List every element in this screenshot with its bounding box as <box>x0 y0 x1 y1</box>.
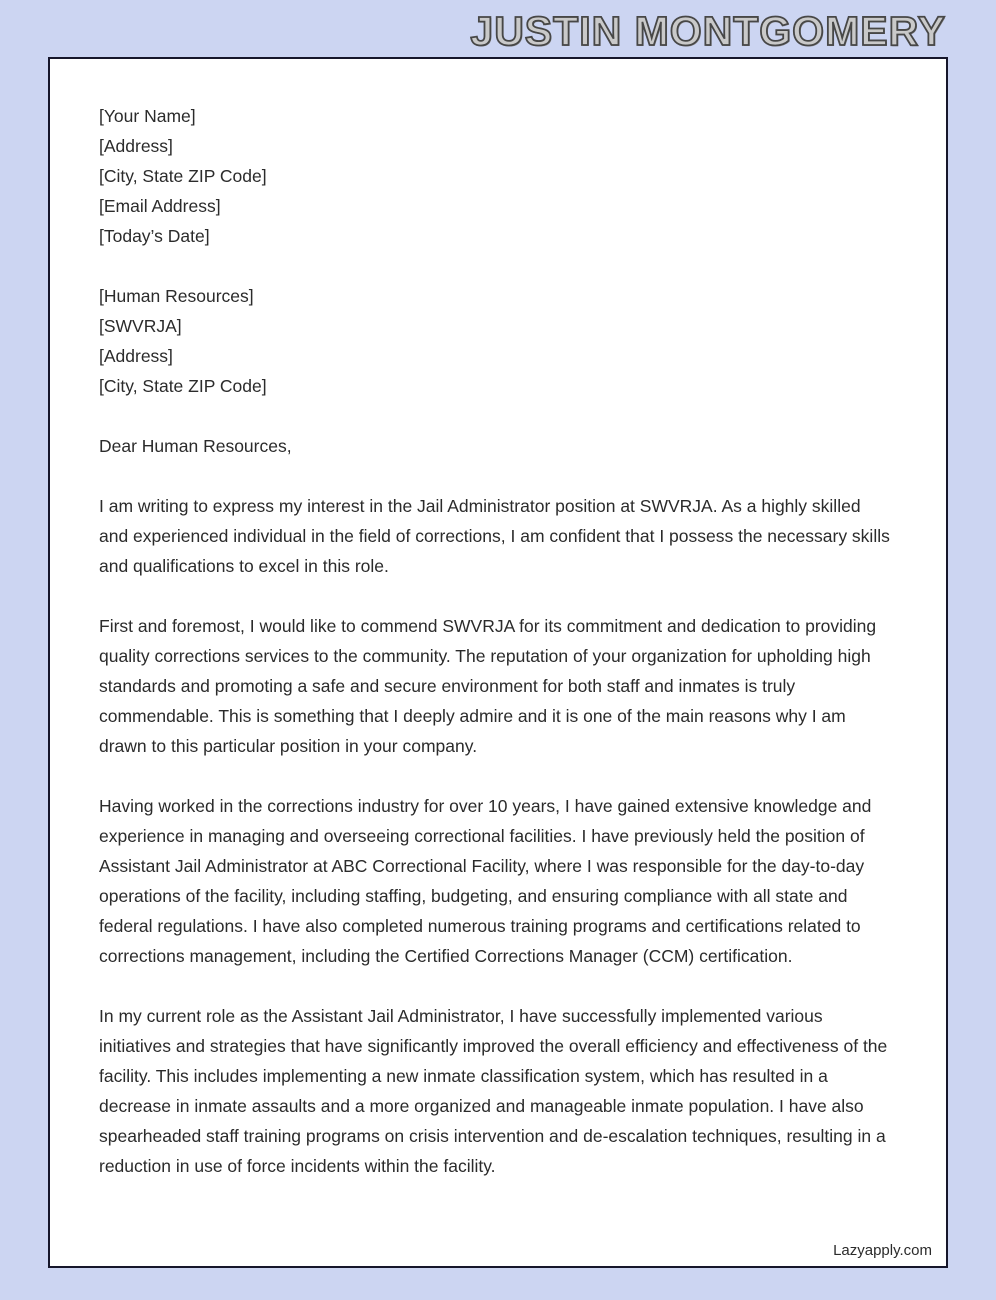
letter-page <box>48 57 948 1268</box>
sender-line: [Your Name] <box>99 106 196 126</box>
page-header <box>0 0 996 57</box>
body-paragraph: Having worked in the corrections industry for over 10 years, I have gained extensive knowledge and experience in managing and overseeing correctional facilities. I have previously held the position of Assistant Jail Administrator at ABC Correctional Facility, where I was responsible for the day-to-day operations of the facility, including staffing, budgeting, and ensuring compliance with all state and federal regulations. I have also completed numerous training programs and certifications related to corrections management, including the Certified Corrections Manager (CCM) certification. <box>99 796 872 966</box>
recipient-line: [SWVRJA] <box>99 316 182 336</box>
letter-body <box>50 59 946 1181</box>
sender-line: [Today’s Date] <box>99 226 210 246</box>
brand-title: JUSTIN MONTGOMERY <box>470 8 946 54</box>
sender-line: [Address] <box>99 136 173 156</box>
salutation: Dear Human Resources, <box>99 436 292 456</box>
recipient-line: [Human Resources] <box>99 286 254 306</box>
body-paragraph: In my current role as the Assistant Jail Administrator, I have successfully implemented various initiatives and strategies that have significantly improved the overall efficiency and effectiveness of the facility. This includes implementing a new inmate classification system, which has resulted in a decrease in inmate assaults and a more organized and manageable inmate population. I have also spearheaded staff training programs on crisis intervention and de-escalation techniques, resulting in a reduction in use of force incidents within the facility. <box>99 1006 888 1176</box>
watermark-link[interactable]: Lazyapply.com <box>829 1241 936 1260</box>
sender-line: [Email Address] <box>99 196 221 216</box>
recipient-block <box>99 281 894 401</box>
sender-block <box>99 101 894 251</box>
body-paragraph: I am writing to express my interest in the Jail Administrator position at SWVRJA. As a highly skilled and experienced individual in the field of corrections, I am confident that I possess the necessary skills and qualifications to excel in this role. <box>99 496 890 576</box>
recipient-line: [City, State ZIP Code] <box>99 376 267 396</box>
recipient-line: [Address] <box>99 346 173 366</box>
body-paragraph: First and foremost, I would like to commend SWVRJA for its commitment and dedication to providing quality corrections services to the community. The reputation of your organization for upholding high standards and promoting a safe and secure environment for both staff and inmates is truly commendable. This is something that I deeply admire and it is one of the main reasons why I am drawn to this particular position in your company. <box>99 616 877 756</box>
sender-line: [City, State ZIP Code] <box>99 166 267 186</box>
